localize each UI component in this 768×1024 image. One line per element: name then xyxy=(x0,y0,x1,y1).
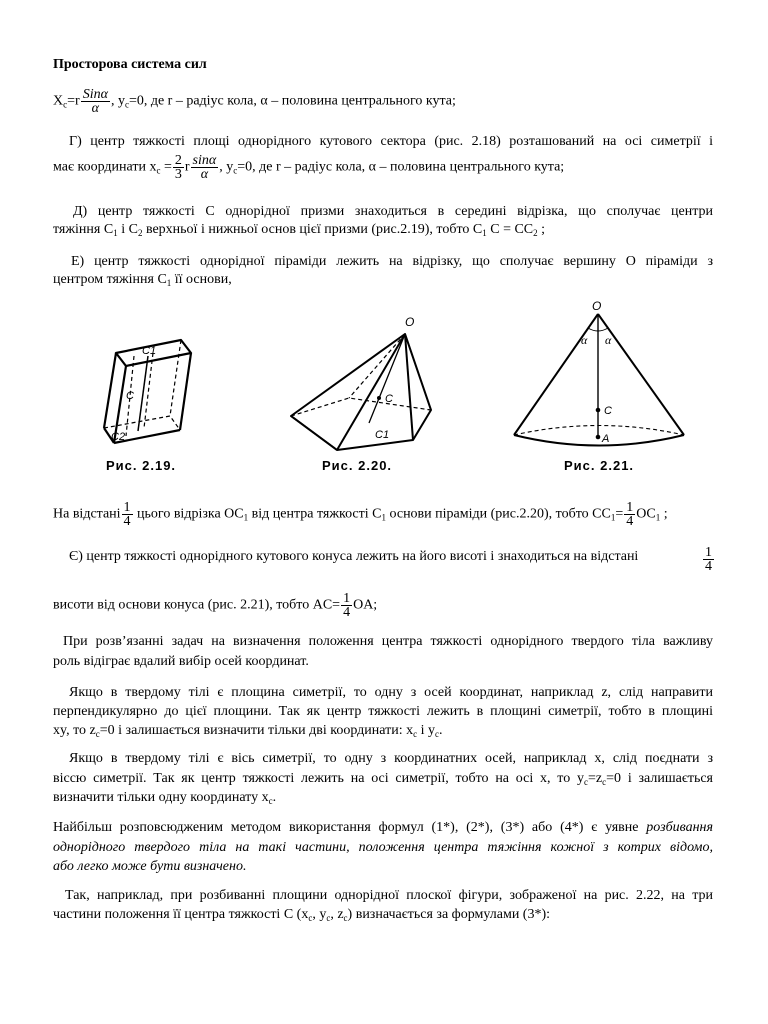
sector-formula-line: має координати $x_c$ = $\frac{2}{3}$ r $\frac{\sin\alpha}{\alpha}$ , $y_c=0$, де r – радіус кола, α – половина центрального кута; xyxy=(53,153,565,182)
paragraph-pyramid-line2: центром тяжіння $C_1$ її основи, xyxy=(53,272,232,288)
figure-cone xyxy=(508,298,688,458)
paragraph-sector: Г) центр тяжкості площі однорідного кутового сектора (рис. 2.18) розташований на осі симетрії і xyxy=(69,134,713,149)
fraction: $\frac{\sin\alpha}{\alpha}$ xyxy=(192,153,217,182)
figure-prism xyxy=(86,298,216,478)
paragraph-symmetry-axis: Якщо в твердому тілі є вісь симетрії, то одну з координатних осей, наприклад x, слід поєднати з xyxy=(69,751,713,766)
label-c: C xyxy=(604,405,612,417)
paragraph-cone-line2: висоти від основи конуса (рис. 2.21), тобто AC= $\frac{1}{4}$ OA; xyxy=(53,591,378,620)
paragraph-example-line2: частини положення її центра тяжкості C ($x_c$, $y_c$, $z_c$) визначається за формулами (3*): xyxy=(53,907,551,923)
paragraph-symmetry-axis-line3: визначити тільки одну координату $x_c$. xyxy=(53,790,277,806)
cone-fraction: $\frac{1}{4}$ xyxy=(705,545,712,574)
figure-pyramid xyxy=(285,298,445,468)
fraction: $\frac{1}{4}$ xyxy=(123,500,131,529)
label-a: A xyxy=(602,433,610,445)
paragraph-symmetry-plane-line2: перпендикулярно до цієї площини. Так як центр тяжкості лежить в площині симетрії, тобто в площині xyxy=(53,704,713,719)
caption-fig-2-19: Рис. 2.19. xyxy=(106,458,177,473)
paragraph-decomposition-line3: або легко може бути визначено. xyxy=(53,859,247,874)
paragraph-decomposition-line2: однорідного твердого тіла на такі частини, положення центра тяжіння кожної з котрих відомо, xyxy=(53,840,713,855)
label-alpha-right: α xyxy=(605,333,612,347)
paragraph-decomposition: Найбільш розповсюдженим методом використання формул (1*), (2*), (3*) або (4*) є уявне розбивання xyxy=(53,820,713,835)
fraction: $\frac{1}{4}$ xyxy=(343,591,351,620)
label-o: O xyxy=(405,315,415,329)
paragraph-prism: Д) центр тяжкості C однорідної призми знаходиться в середині відрізка, що сполучає центри xyxy=(73,204,713,219)
paragraph-pyramid: Е) центр тяжкості однорідної піраміди лежить на відрізку, що сполучає вершину O піраміди з xyxy=(71,254,713,269)
label-alpha-left: α xyxy=(581,333,588,347)
paragraph-cone: Є) центр тяжкості однорідного кутового конуса лежить на його висоті і знаходиться на відстані xyxy=(69,549,639,564)
paragraph-symmetry-plane: Якщо в твердому тілі є площина симетрії, то одну з осей координат, наприклад z, слід направити xyxy=(69,685,713,700)
xc-formula-line: $X_c=r$ $\frac{\text{Sinα}}{\alpha}$ , $y_c=0$, де r – радіус кола, α – половина центрального кута; xyxy=(53,87,456,116)
fraction: $\frac{2}{3}$ xyxy=(174,153,182,182)
paragraph-symmetry-axis-line2: віссю симетрії. Так як центр тяжкості лежить на осі симетрії, тобто на осі x, то $y_c=z_c=0$ і залишається xyxy=(53,771,713,787)
label-c1: C1 xyxy=(375,429,390,441)
label-o: O xyxy=(592,299,602,313)
label-c: C xyxy=(126,390,134,402)
caption-fig-2-21: Рис. 2.21. xyxy=(564,458,635,473)
label-c2: C2 xyxy=(111,431,126,443)
caption-fig-2-20: Рис. 2.20. xyxy=(322,458,393,473)
section-title: Просторова система сил xyxy=(53,57,207,72)
fraction: $\frac{1}{4}$ xyxy=(626,500,634,529)
paragraph-example: Так, наприклад, при розбиванні площини однорідної плоскої фігури, зображеної на рис. 2.22, на три xyxy=(65,888,713,903)
paragraph-prism-line2: тяжіння $C_1$ і $C_2$ верхньої і нижньої основ цієї призми (рис.2.19), тобто $C_1$ $C = CC_2$ ; xyxy=(53,222,546,238)
paragraph-axes-choice: При розв’язанні задач на визначення положення центра тяжкості однорідного твердого тіла важливу xyxy=(63,634,713,649)
label-c: C xyxy=(385,393,393,405)
label-c1: C1 xyxy=(142,345,157,357)
paragraph-axes-choice-line2: роль відіграє вдалий вибір осей координат. xyxy=(53,654,309,669)
fraction: $\frac{\text{Sinα}}{\alpha}$ xyxy=(82,87,108,116)
paragraph-symmetry-plane-line3: xy, то $z_c=0$ і залишається визначити тільки дві координати: $x_c$ і $y_c$. xyxy=(53,723,443,739)
paragraph-pyramid-distance: На відстані $\frac{1}{4}$ цього відрізка $OC_1$ від центра тяжкості $C_1$ основи піраміди (рис.2.20), тобто $CC_1=$ $\frac{1}{4}$ $OC_1$ ; xyxy=(53,500,668,529)
